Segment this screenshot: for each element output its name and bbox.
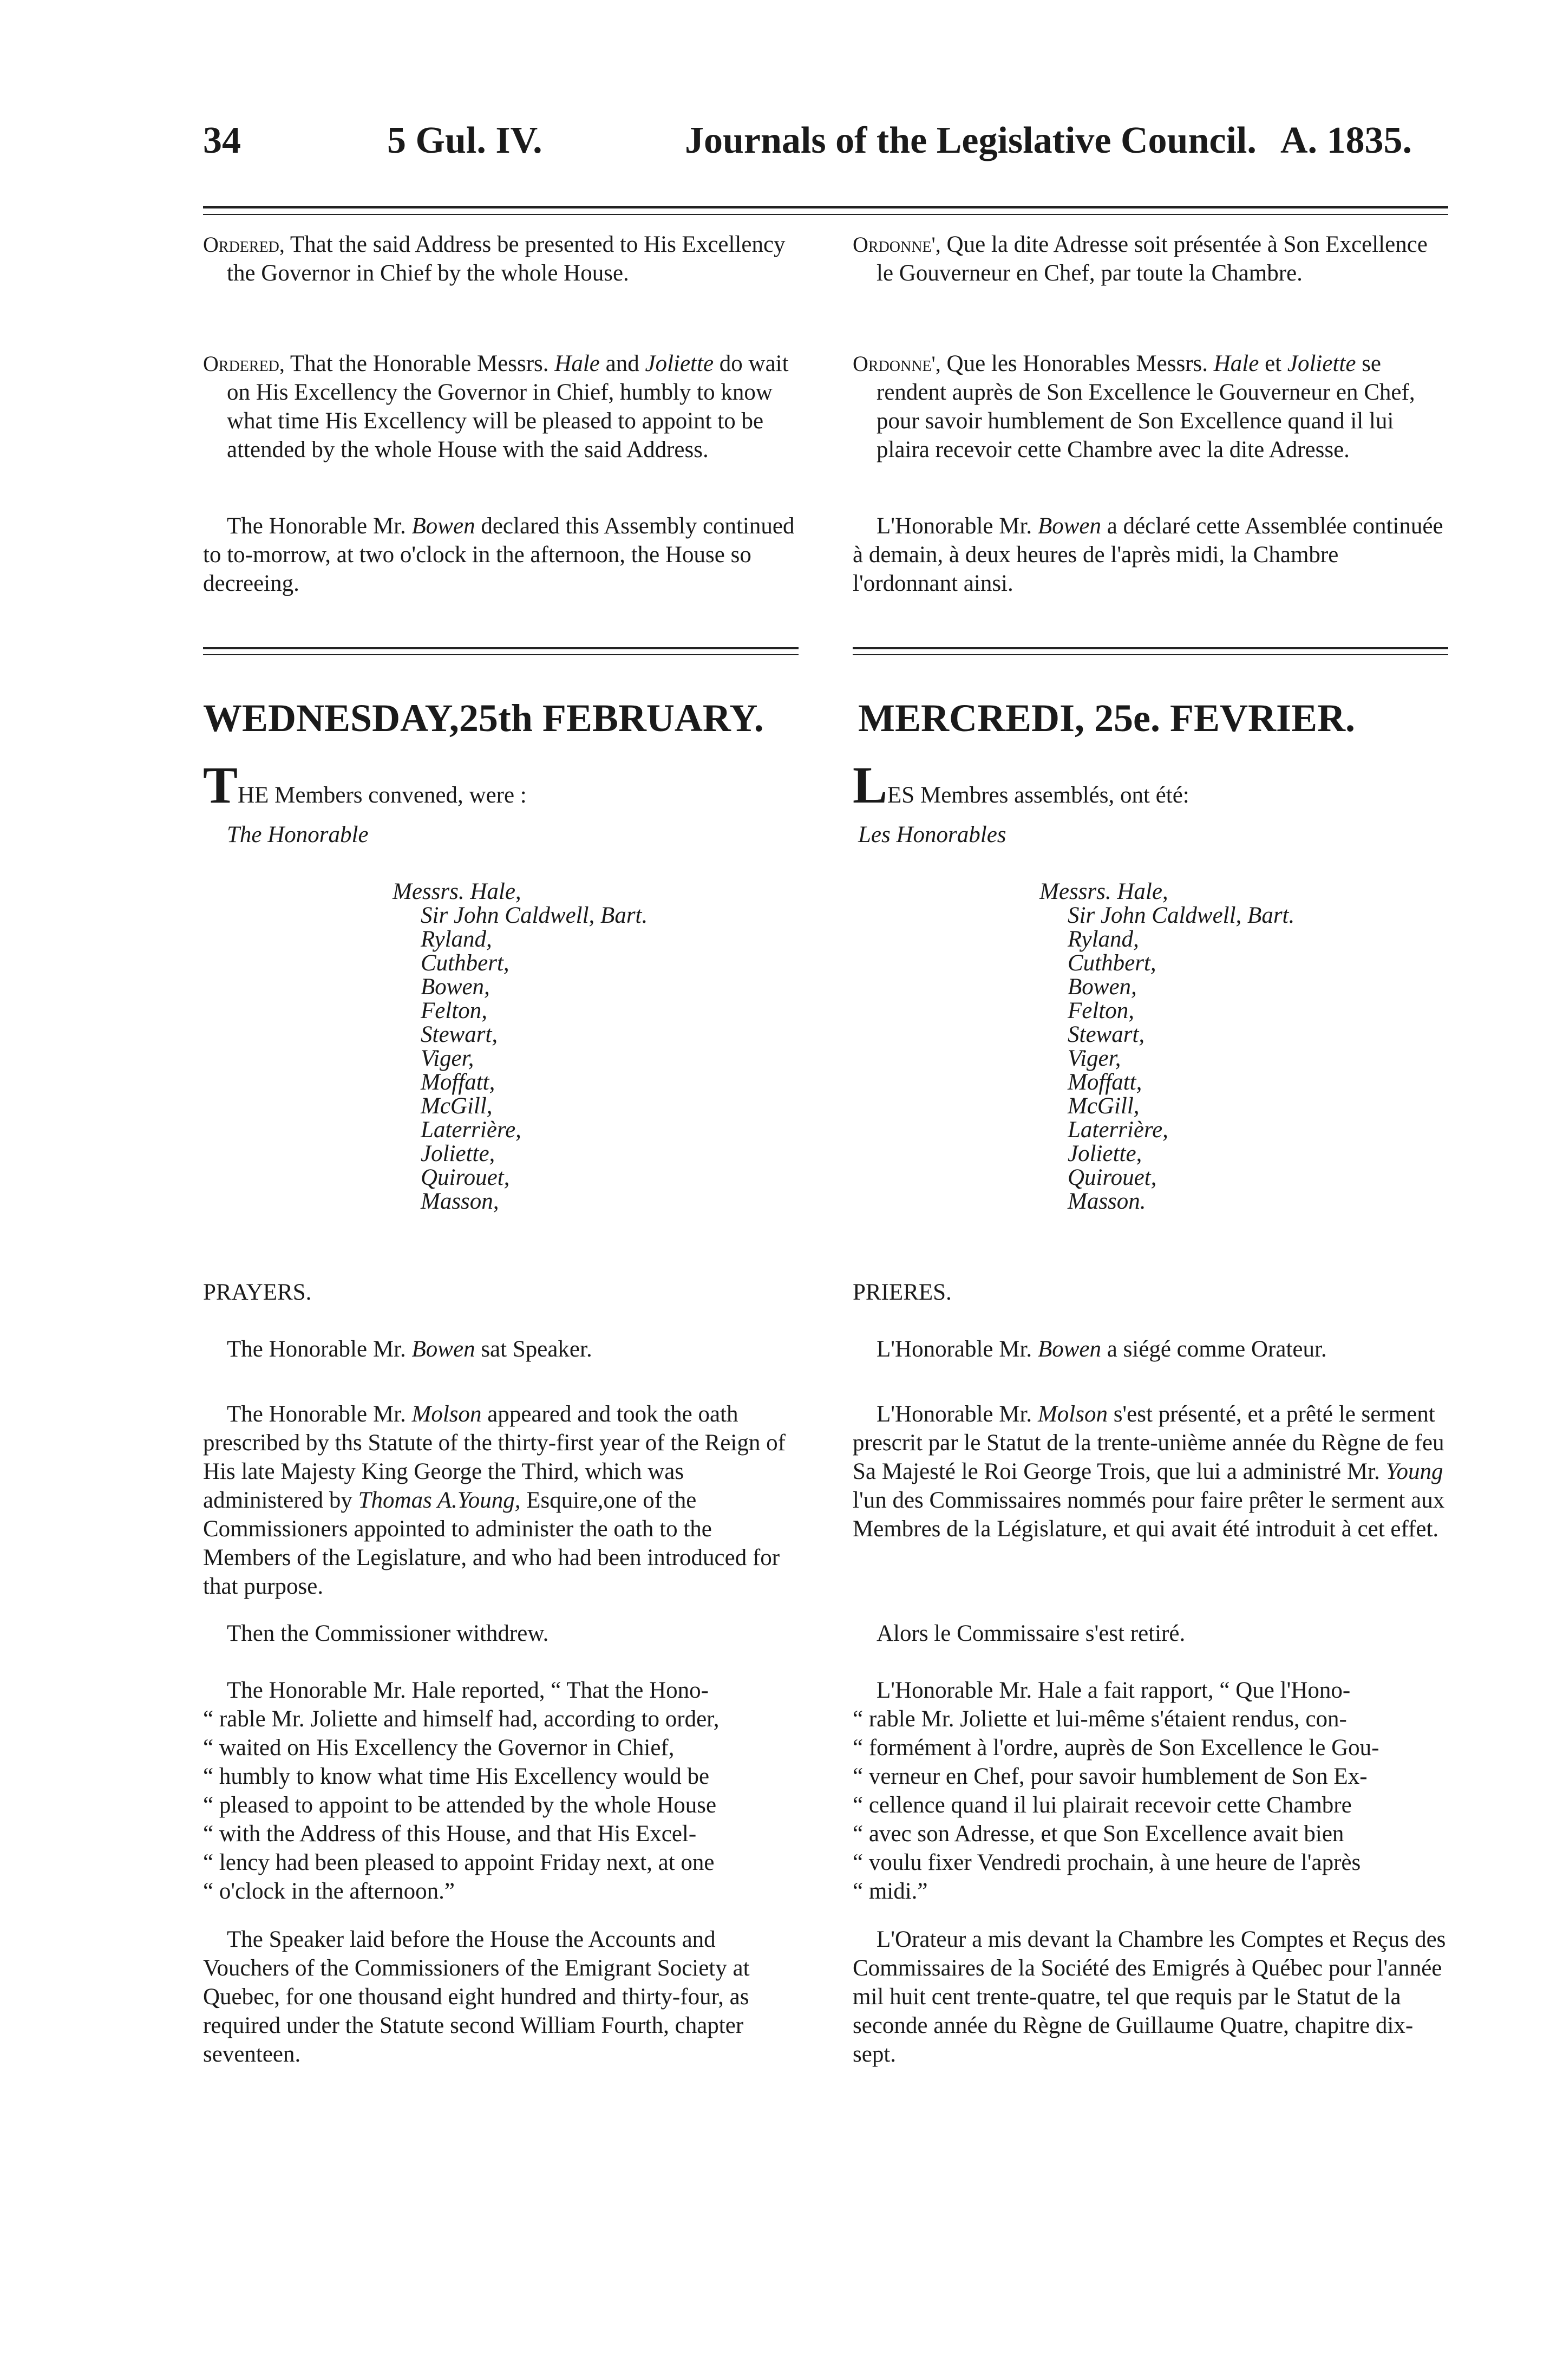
member-name-fr: Laterrière, (1068, 1117, 1168, 1143)
report-quote-fr (853, 1676, 1448, 1906)
report-quote (203, 1676, 799, 1906)
member-name: Laterrière, (421, 1117, 521, 1143)
member-name-fr: Messrs. Hale, (1039, 879, 1168, 904)
member-name: Stewart, (421, 1022, 498, 1047)
accounts-paragraph: The Speaker laid before the House the Accounts and Vouchers of the Commissioners of the Emigrant Society at Quebec, for one thousand eight hundred and thirty-four, as required under the Statute second William Fourth, chapter seventeen. (203, 1927, 750, 2067)
report-line-fr: “ cellence quand il lui plairait recevoir cette Chambre (853, 1792, 1352, 1818)
regnal-year: 5 Gul. IV. (387, 120, 542, 161)
member-name: Cuthbert, (421, 950, 509, 976)
speaker-line: The Honorable Mr. Bowen sat Speaker. (227, 1336, 592, 1362)
section-rule-thin-fr (853, 654, 1448, 655)
year: A. 1835. (1280, 120, 1412, 161)
members-list-fr (1039, 880, 1294, 1214)
report-line-fr: “ formément à l'ordre, auprès de Son Excellence le Gou- (853, 1735, 1379, 1760)
member-name-fr: Quirouet, (1068, 1165, 1157, 1190)
prayers: PRAYERS. (203, 1280, 312, 1305)
report-line: “ o'clock in the afternoon.” (203, 1879, 455, 1904)
member-name: Bowen, (421, 974, 490, 1000)
french-column (853, 0, 1448, 2380)
honorable-label-fr: Les Honorables (858, 822, 1006, 847)
oath-paragraph: The Honorable Mr. Molson appeared and took the oath prescribed by ths Statute of the thirty-first year of the Reign of His late Majesty King George the Third, which was administered by Thomas A.Young, Esquire,one of the Commissioners appointed to administer the oath to the Members of the Legislature, and who had been introduced for that purpose. (203, 1401, 786, 1599)
journal-title: Journals of the Legislative Council. (685, 120, 1257, 161)
day-title-fr: MERCREDI, 25e. FEVRIER. (858, 696, 1355, 740)
report-line-fr: “ verneur en Chef, pour savoir humblement de Son Ex- (853, 1764, 1368, 1789)
ordonne-paragraph-2: Ordonne', Que les Honorables Messrs. Hale et Joliette se rendent auprès de Son Excellence le Gouverneur en Chef, pour savoir humblement de Son Excellence quand il lui plaira recevoir cette Chambre avec la dite Adresse. (853, 351, 1415, 462)
member-name-fr: Sir John Caldwell, Bart. (1068, 903, 1295, 928)
honorable-label: The Honorable (227, 822, 369, 847)
member-name: Messrs. Hale, (393, 879, 521, 904)
member-name-fr: Felton, (1068, 998, 1134, 1023)
member-name-fr: Ryland, (1068, 927, 1139, 952)
member-name: Ryland, (421, 927, 492, 952)
convened-line-fr: LES Membres assemblés, ont été: (853, 756, 1189, 814)
report-line: “ with the Address of this House, and that His Excel- (203, 1821, 697, 1847)
adjournment-paragraph: The Honorable Mr. Bowen declared this Assembly continued to to-morrow, at two o'clock in the afternoon, the House so decreeing. (203, 513, 795, 596)
convened-line: THE Members convened, were : (203, 756, 527, 814)
withdrew-line-fr: Alors le Commissaire s'est retiré. (877, 1621, 1186, 1646)
report-line-fr: “ avec son Adresse, et que Son Excellence avait bien (853, 1821, 1344, 1847)
report-line: “ lency had been pleased to appoint Friday next, at one (203, 1850, 715, 1875)
member-name-fr: Stewart, (1068, 1022, 1145, 1047)
report-line-fr: “ rable Mr. Joliette et lui-même s'étaient rendus, con- (853, 1706, 1347, 1732)
section-rule-thin (203, 654, 799, 655)
member-name-fr: Moffatt, (1068, 1070, 1142, 1095)
member-name: Joliette, (421, 1141, 495, 1166)
ordered-paragraph-2: Ordered, That the Honorable Messrs. Hale and Joliette do wait on His Excellency the Governor in Chief, humbly to know what time His Excellency will be pleased to appoint to be attended by the whole House with the said Address. (203, 351, 789, 462)
member-name-fr: Masson. (1068, 1189, 1146, 1214)
member-name-fr: McGill, (1068, 1093, 1140, 1119)
oath-paragraph-fr: L'Honorable Mr. Molson s'est présenté, et a prêté le serment prescrit par le Statut de la trente-unième année du Règne de feu Sa Majesté le Roi George Trois, que lui a administré Mr. Young l'un des Commissaires nommés pour faire prêter le serment aux Membres de la Législature, et qui avait été introduit à cet effet. (853, 1401, 1445, 1542)
drop-cap-fr: L (853, 756, 888, 814)
speaker-line-fr: L'Honorable Mr. Bowen a siégé comme Orateur. (877, 1336, 1327, 1362)
prieres: PRIERES. (853, 1280, 952, 1305)
english-column (203, 0, 799, 2380)
report-line: “ rable Mr. Joliette and himself had, according to order, (203, 1706, 720, 1732)
ordonne-paragraph-1: Ordonne', Que la dite Adresse soit présentée à Son Excellence le Gouverneur en Chef, par toute la Chambre. (853, 232, 1428, 286)
day-title: WEDNESDAY,25th FEBRUARY. (203, 696, 764, 740)
section-rule (203, 647, 799, 649)
member-name-fr: Cuthbert, (1068, 950, 1156, 976)
page-number: 34 (203, 120, 241, 161)
adjournment-paragraph-fr: L'Honorable Mr. Bowen a déclaré cette Assemblée continuée à demain, à deux heures de l'après midi, la Chambre l'ordonnant ainsi. (853, 513, 1443, 596)
section-rule-fr (853, 647, 1448, 649)
member-name: McGill, (421, 1093, 493, 1119)
report-line-fr: “ voulu fixer Vendredi prochain, à une heure de l'après (853, 1850, 1361, 1875)
report-line-fr: “ midi.” (853, 1879, 928, 1904)
report-line: “ pleased to appoint to be attended by the whole House (203, 1792, 717, 1818)
member-name-fr: Viger, (1068, 1046, 1121, 1071)
accounts-paragraph-fr: L'Orateur a mis devant la Chambre les Comptes et Reçus des Commissaires de la Société des Emigrés à Québec pour l'année mil huit cent trente-quatre, tel que requis par le Statut de la seconde année du Règne de Guillaume Quatre, chapitre dix-sept. (853, 1927, 1446, 2067)
drop-cap: T (203, 756, 238, 814)
member-name-fr: Joliette, (1068, 1141, 1142, 1166)
members-list (393, 880, 648, 1214)
member-name: Quirouet, (421, 1165, 510, 1190)
report-line: “ waited on His Excellency the Governor in Chief, (203, 1735, 675, 1760)
member-name-fr: Bowen, (1068, 974, 1137, 1000)
report-line-fr: L'Honorable Mr. Hale a fait rapport, “ Que l'Hono- (877, 1678, 1351, 1703)
member-name: Viger, (421, 1046, 474, 1071)
report-line: The Honorable Mr. Hale reported, “ That the Hono- (227, 1678, 709, 1703)
member-name: Sir John Caldwell, Bart. (421, 903, 648, 928)
member-name: Felton, (421, 998, 487, 1023)
withdrew-line: Then the Commissioner withdrew. (227, 1621, 549, 1646)
ordered-paragraph-1: Ordered, That the said Address be presented to His Excellency the Governor in Chief by the whole House. (203, 232, 786, 286)
member-name: Masson, (421, 1189, 499, 1214)
report-line: “ humbly to know what time His Excellency would be (203, 1764, 710, 1789)
member-name: Moffatt, (421, 1070, 495, 1095)
